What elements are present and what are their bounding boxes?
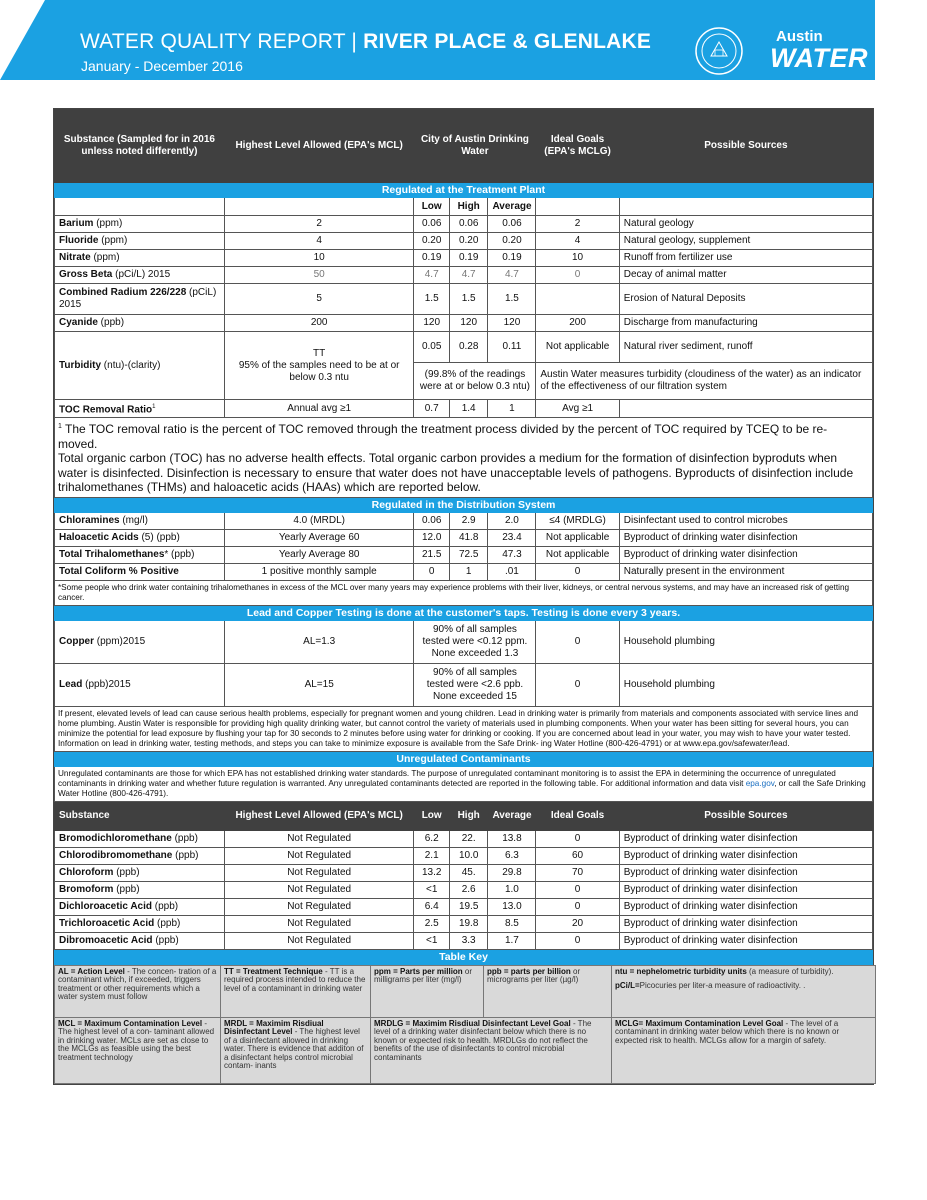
table-key [54, 965, 876, 1084]
table-row: Haloacetic Acids (5) (ppb) Yearly Average 60 12.0 41.8 23.4 Not applicable Byproduct of drinking water disinfection [55, 529, 873, 546]
substance-name: Bromoform (ppb) [55, 881, 225, 898]
key-mcl: MCL = Maximum Contamination Level - The highest level of a con- taminant allowed in drinking water. MCLs are set as close to the MCLGs as feasible using the best treatment technology [55, 1017, 221, 1083]
section-treatment: Regulated at the Treatment Plant [55, 183, 873, 198]
table-row: Dichloroacetic Acid (ppb) Not Regulated 6.4 19.5 13.0 0 Byproduct of drinking water disinfection [55, 898, 873, 915]
table-row: Fluoride (ppm) 4 0.20 0.20 0.20 4 Natural geology, supplement [55, 233, 873, 250]
table-row: Cyanide (ppb) 200 120 120 120 200 Discharge from manufacturing [55, 315, 873, 332]
section-unregulated: Unregulated Contaminants [55, 751, 873, 766]
key-al: AL = Action Level - The concen- tration of a contaminant which, if exceeded, triggers treatment or other requirements which a water system must follow [55, 965, 221, 1017]
unregulated-header: Substance Highest Level Allowed (EPA's MCL) Low High Average Ideal Goals Possible Sources [55, 801, 873, 830]
substance-name: Nitrate (ppm) [55, 250, 225, 267]
col-city: City of Austin Drinking Water [414, 110, 536, 183]
table-row: Dibromoacetic Acid (ppb) Not Regulated <1 3.3 1.7 0 Byproduct of drinking water disinfection [55, 932, 873, 949]
col-mclg: Ideal Goals (EPA's MCLG) [536, 110, 619, 183]
water-quality-table [53, 108, 874, 1085]
substance-name: Total Coliform % Positive [55, 563, 225, 580]
table-row: Copper (ppm)2015 AL=1.3 90% of all samples tested were <0.12 ppm. None exceeded 1.3 0 Household plumbing [55, 620, 873, 663]
table-row: Lead (ppb)2015 AL=15 90% of all samples tested were <2.6 ppb. None exceeded 15 0 Household plumbing [55, 663, 873, 706]
table-row: Trichloroacetic Acid (ppb) Not Regulated 2.5 19.8 8.5 20 Byproduct of drinking water disinfection [55, 915, 873, 932]
key-mclg: MCLG= Maximum Contamination Level Goal - The level of a contaminant in drinking water below which there is no known or expected risk to health. MCLGs allow for a margin of safety. [612, 1017, 876, 1083]
substance-name: Gross Beta (pCi/L) 2015 [55, 267, 225, 284]
austin-water-logo: Austin WATER [770, 28, 868, 73]
substance-name: Dichloroacetic Acid (ppb) [55, 898, 225, 915]
substance-name: Fluoride (ppm) [55, 233, 225, 250]
key-mrdl: MRDL = Maximim Risdiual Disinfectant Level - The highest level of a disinfectant allowed in drinking water. There is evidence that additon of a disinfectant helps control microbial contam- inants [221, 1017, 371, 1083]
substance-name: Trichloroacetic Acid (ppb) [55, 915, 225, 932]
lead-note: If present, elevated levels of lead can cause serious health problems, especially for pregnant women and young children. Lead in drinking water is primarily from materials and components associated with service lines and home plumbing. Austin Water is responsible for providing high quality drinking water, but cannot control the variety of materials used in plumbing components. When your water has been sitting for several hours, you can minimize the potential for lead exposure by flushing your tap for 30 seconds to 2 minutes before using water for drinking or cooking. If you are concerned about lead in your water, you may wish to have your water tested. Information on lead in drinking water, testing methods, and steps you can take to minimize exposure is available from the Safe Drink- ing Water Hotline (800-426-4791) or at www.epa.gov/safewater/lead. [55, 706, 873, 751]
subheader-row: Low High Average [55, 198, 873, 216]
table-header [55, 110, 873, 183]
table-row: Gross Beta (pCi/L) 2015 50 4.7 4.7 4.7 0 Decay of animal matter [55, 267, 873, 284]
substance-name: Lead (ppb)2015 [55, 663, 225, 706]
table-row: Chlorodibromomethane (ppb) Not Regulated 2.1 10.0 6.3 60 Byproduct of drinking water disinfection [55, 847, 873, 864]
key-mrdlg: MRDLG = Maximim Risdiual Disinfectant Level Goal - The level of a drinking water disinfectant below which there is no known or expected risk to health. MRDLGs do not reflect the benefits of the use of disinfectants to control microbial contaminants [371, 1017, 612, 1083]
table-row: Barium (ppm) 2 0.06 0.06 0.06 2 Natural geology [55, 216, 873, 233]
substance-name: Combined Radium 226/228 (pCiL) 2015 [55, 284, 225, 315]
key-ntu: ntu = nephelometric turbidity units (a measure of turbidity). pCi/L=Picocuries per liter-a measure of radioactivity. . [612, 965, 876, 1017]
key-tt: TT = Treatment Technique - TT is a required process intended to reduce the level of a contaminant in drinking water [221, 965, 371, 1017]
table-row: Total Trihalomethanes* (ppb) Yearly Average 80 21.5 72.5 47.3 Not applicable Byproduct of drinking water disinfection [55, 546, 873, 563]
col-substance: Substance (Sampled for in 2016 unless noted differently) [55, 110, 225, 183]
section-distribution: Regulated in the Distribution System [55, 497, 873, 512]
table-row: Bromoform (ppb) Not Regulated <1 2.6 1.0 0 Byproduct of drinking water disinfection [55, 881, 873, 898]
table-row: Chloroform (ppb) Not Regulated 13.2 45. 29.8 70 Byproduct of drinking water disinfection [55, 864, 873, 881]
epa-link[interactable]: epa.gov [745, 778, 775, 788]
table-row: TOC Removal Ratio$^1$ Annual avg ≥1 0.7 1.4 1 Avg ≥1 [55, 400, 873, 418]
table-row: Combined Radium 226/228 (pCiL) 2015 5 1.5 1.5 1.5 Erosion of Natural Deposits [55, 284, 873, 315]
substance-name: Chlorodibromomethane (ppb) [55, 847, 225, 864]
substance-name: Chloramines (mg/l) [55, 512, 225, 529]
section-lead-copper: Lead and Copper Testing is done at the customer's taps. Testing is done every 3 years. [55, 605, 873, 620]
key-ppb: ppb = parts per billion or micrograms per liter (µg/l) [484, 965, 612, 1017]
table-row: Chloramines (mg/l) 4.0 (MRDL) 0.06 2.9 2.0 ≤4 (MRDLG) Disinfectant used to control microbes [55, 512, 873, 529]
substance-name: Total Trihalomethanes* (ppb) [55, 546, 225, 563]
col-mcl: Highest Level Allowed (EPA's MCL) [224, 110, 414, 183]
unregulated-intro: Unregulated contaminants are those for which EPA has not established drinking water standards. The purpose of unregulated contaminant monitoring is to assist the EPA in determining the occurrence of unregulated contaminants in drinking water and whether future regulation is warranted. Any unregulated contaminants detected are reported in the following table. For additional information and data visit epa.gov, or call the Safe Drinking Water Hotline (800-426-4791). [55, 766, 873, 801]
key-ppm: ppm = Parts per million or milligrams per liter (mg/l) [371, 965, 484, 1017]
thm-note: *Some people who drink water containing trihalomethanes in excess of the MCL over many years may experience problems with their liver, kidneys, or central nervous systems, and may have an increased risk of getting cancer. [55, 580, 873, 605]
substance-name: Haloacetic Acids (5) (ppb) [55, 529, 225, 546]
table-row: Nitrate (ppm) 10 0.19 0.19 0.19 10 Runoff from fertilizer use [55, 250, 873, 267]
substance-name: Barium (ppm) [55, 216, 225, 233]
table-row: Bromodichloromethane (ppb) Not Regulated 6.2 22. 13.8 0 Byproduct of drinking water disinfection [55, 830, 873, 847]
substance-name: Copper (ppm)2015 [55, 620, 225, 663]
toc-note: $^1$ The TOC removal ratio is the percent of TOC removed through the treatment process divided by the percent of TOC required by TCEQ to be re- moved. Total organic carbon (TOC) has no adverse health effects. Total organic carbon provides a medium for the formation of disinfection byproduts when water is disinfected. Disinfection is necessary to ensure that water does not have unacceptable levels of pathogens. Byproducts of disinfection include trihalomethanes (THMs) and haloacetic acids (HAAs) which are reported below. [55, 418, 873, 498]
report-period: January - December 2016 [81, 58, 243, 74]
report-title: WATER QUALITY REPORT | RIVER PLACE & GLENLAKE [80, 30, 652, 53]
substance-name: Dibromoacetic Acid (ppb) [55, 932, 225, 949]
col-sources: Possible Sources [619, 110, 872, 183]
table-row: (99.8% of the readings were at or below 0.3 ntu) Austin Water measures turbidity (cloudiness of the water) as an indicator of the effectiveness of our filtration system [55, 363, 873, 400]
table-row: Turbidity (ntu)-(clarity) TT 95% of the samples need to be at or below 0.3 ntu 0.05 0.28 0.11 Not applicable Natural river sediment, runoff [55, 332, 873, 363]
table-row: Total Coliform % Positive 1 positive monthly sample 0 1 .01 0 Naturally present in the environment [55, 563, 873, 580]
substance-name: Bromodichloromethane (ppb) [55, 830, 225, 847]
substance-name: Chloroform (ppb) [55, 864, 225, 881]
section-table-key: Table Key [55, 949, 873, 964]
report-header [0, 0, 875, 80]
substance-name: Cyanide (ppb) [55, 315, 225, 332]
city-seal-icon [694, 26, 744, 76]
